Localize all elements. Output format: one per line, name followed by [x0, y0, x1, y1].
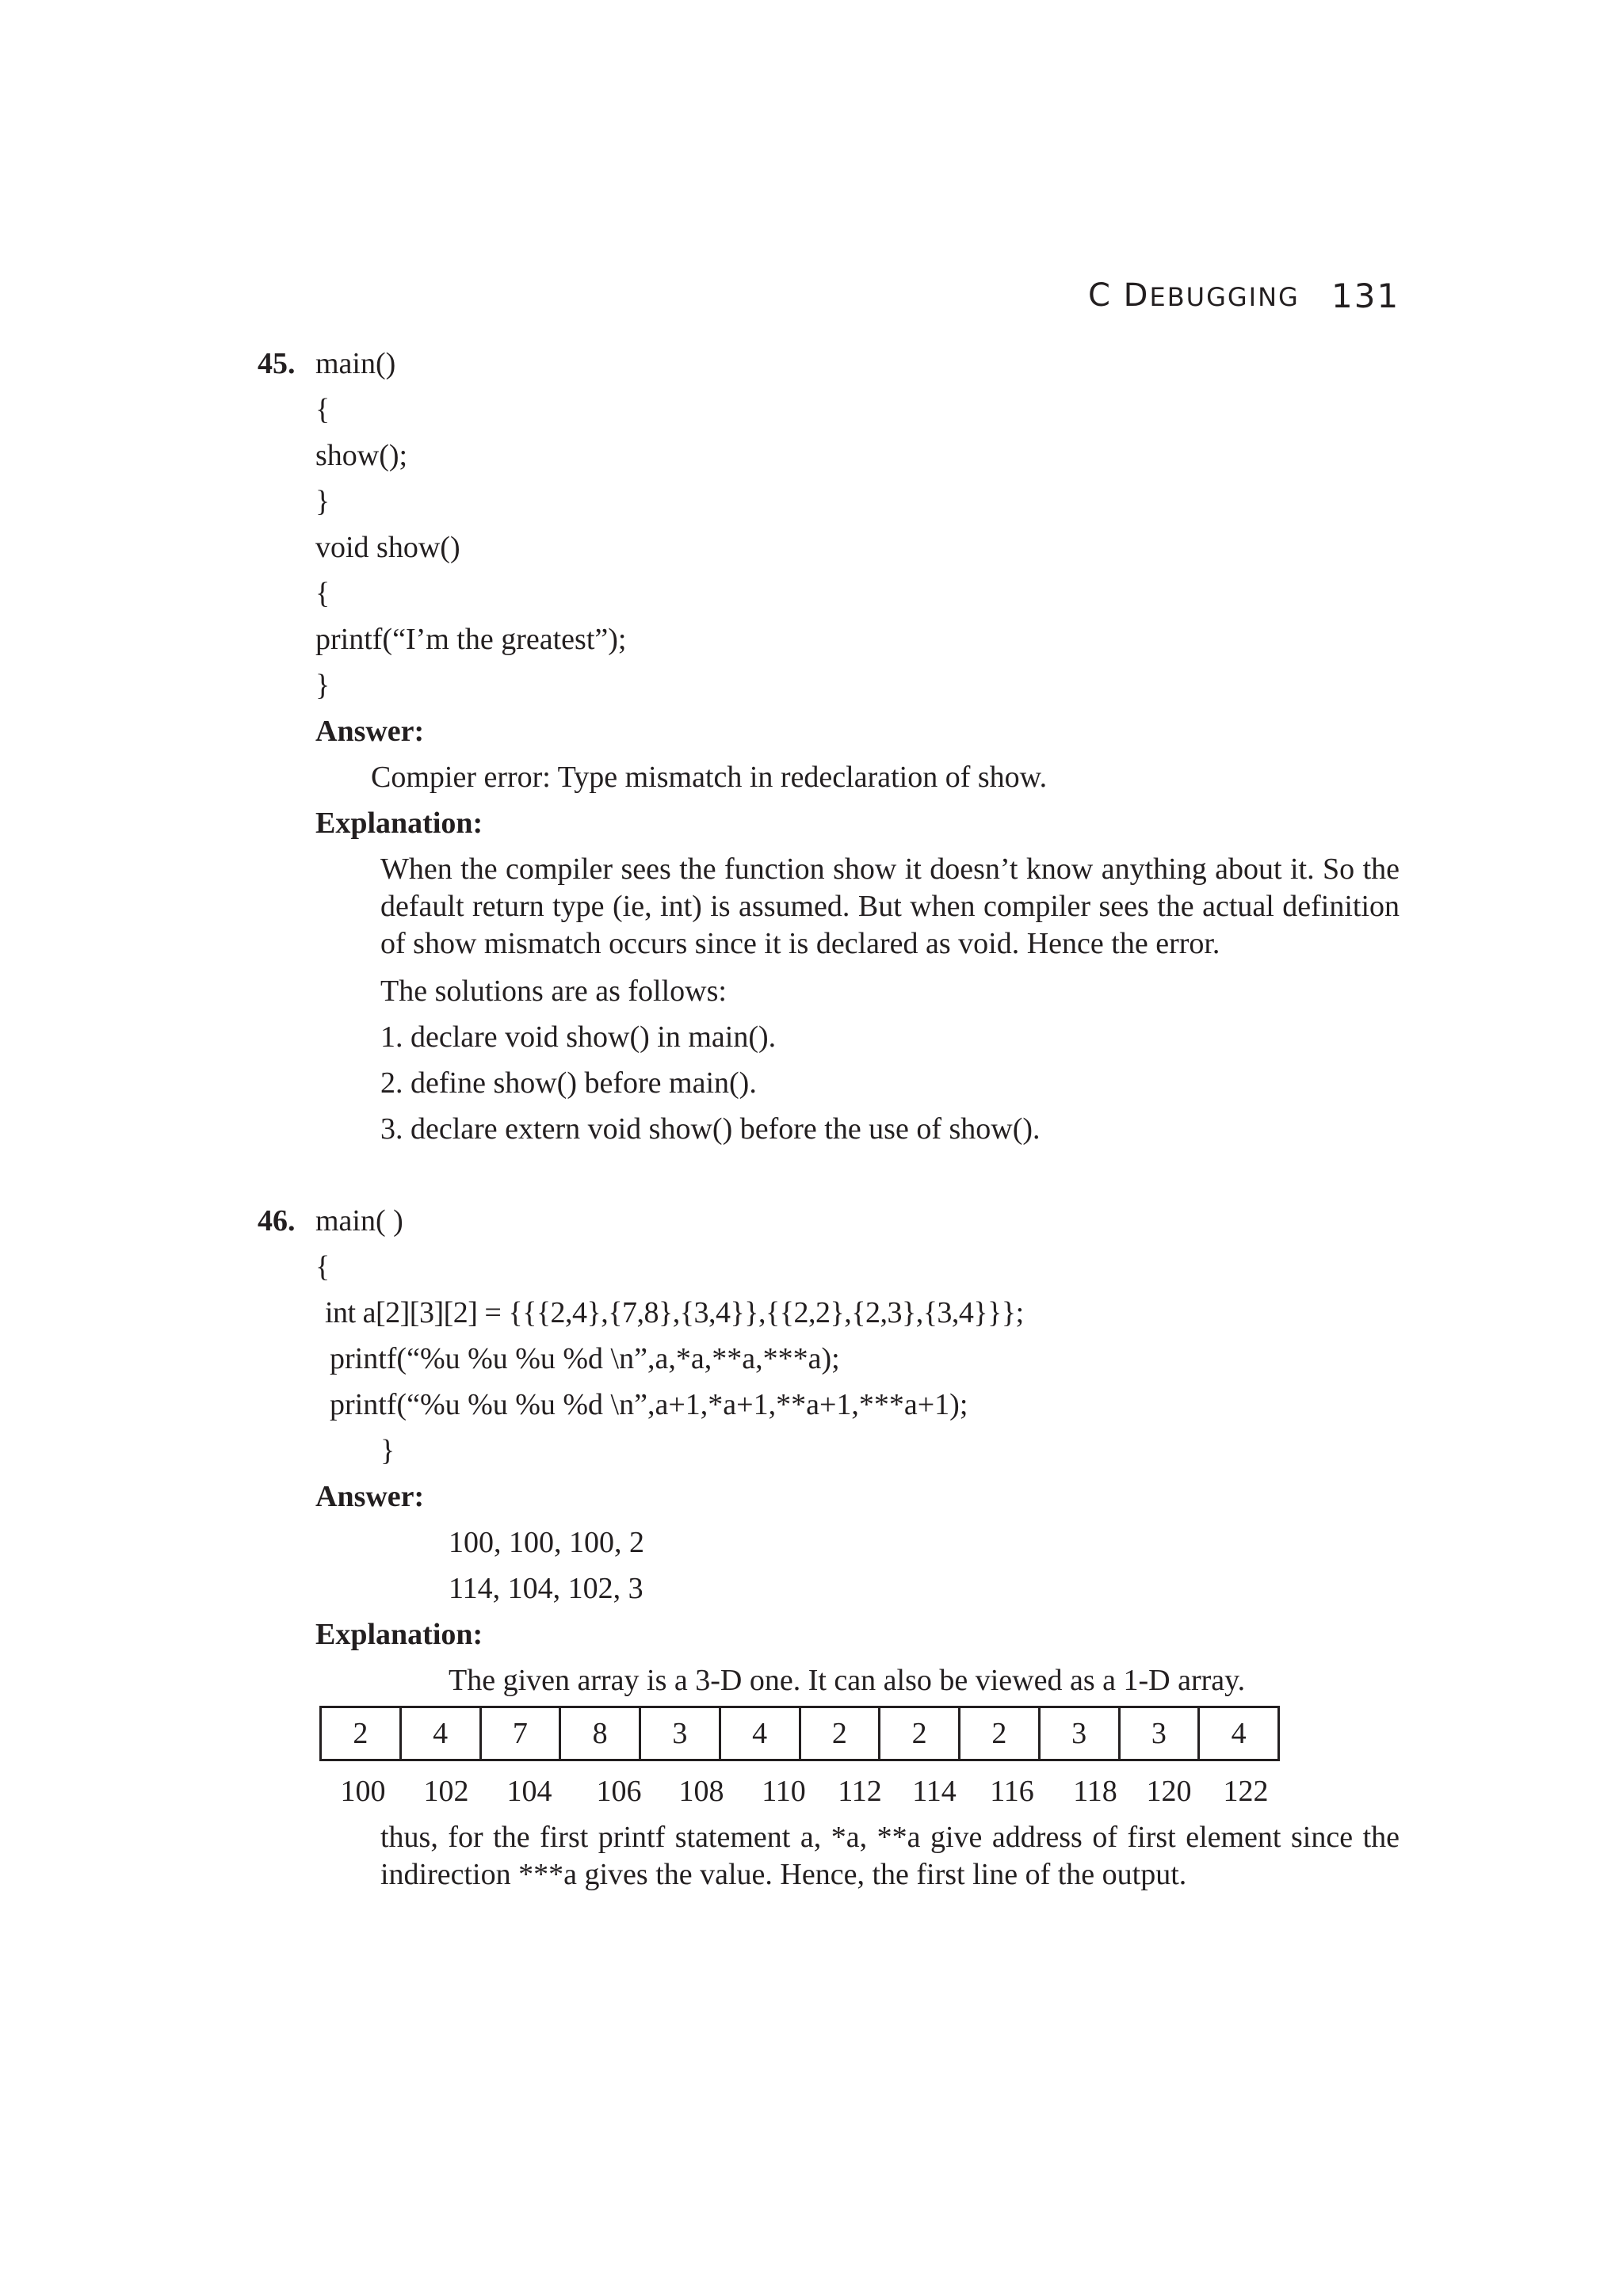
explanation-label: Explanation: — [315, 1618, 483, 1651]
answer-line: 100, 100, 100, 2 — [449, 1526, 644, 1559]
code-line: printf(“%u %u %u %d \n”,a,*a,**a,***a); — [330, 1342, 840, 1375]
solutions-intro: The solutions are as follows: — [380, 974, 727, 1008]
solution-item: 1. declare void show() in main(). — [380, 1020, 777, 1054]
array-cell: 2 — [800, 1707, 880, 1760]
code-line: main() — [315, 347, 396, 380]
code-line: int a[2][3][2] = {{{2,4},{7,8},{3,4}},{{2,2},{2,3},{3,4}}}; — [325, 1296, 1024, 1329]
address-label: 108 — [678, 1775, 724, 1808]
array-cell: 3 — [1119, 1707, 1199, 1760]
array-cell: 4 — [720, 1707, 800, 1760]
address-label: 114 — [912, 1775, 957, 1808]
code-line: printf(“%u %u %u %d \n”,a+1,*a+1,**a+1,***a+1); — [330, 1388, 968, 1421]
header-title-d: D — [1123, 277, 1150, 314]
array-cell: 4 — [1199, 1707, 1279, 1760]
array-cell: 7 — [480, 1707, 560, 1760]
answer-line: 114, 104, 102, 3 — [449, 1572, 643, 1605]
code-line: { — [315, 1250, 330, 1283]
array-cell: 8 — [560, 1707, 640, 1760]
address-label: 100 — [340, 1775, 386, 1808]
running-header-title — [1088, 277, 1300, 314]
array-memory-table — [319, 1706, 1280, 1761]
table-row — [321, 1707, 1279, 1760]
code-line: printf(“I’m the greatest”); — [315, 623, 627, 656]
code-line: { — [315, 577, 330, 610]
code-line: show(); — [315, 439, 408, 472]
solution-item: 2. define show() before main(). — [380, 1066, 757, 1100]
explanation-label: Explanation: — [315, 807, 483, 840]
code-line: } — [380, 1434, 395, 1467]
address-label: 116 — [990, 1775, 1034, 1808]
address-label: 118 — [1073, 1775, 1117, 1808]
address-label: 120 — [1146, 1775, 1192, 1808]
conclusion-paragraph: thus, for the first printf statement a, *a, **a give address of first element since the indirection ***a gives the value. Hence, the first line of the output. — [380, 1821, 1400, 1891]
array-cell: 4 — [400, 1707, 480, 1760]
array-cell: 2 — [321, 1707, 401, 1760]
code-line: } — [315, 669, 330, 702]
address-label: 122 — [1223, 1775, 1269, 1808]
address-label: 104 — [506, 1775, 552, 1808]
array-cell: 3 — [1039, 1707, 1119, 1760]
code-line: { — [315, 393, 330, 426]
array-cell: 2 — [960, 1707, 1040, 1760]
array-cell: 3 — [640, 1707, 720, 1760]
explanation-intro: The given array is a 3-D one. It can also be viewed as a 1-D array. — [449, 1664, 1246, 1697]
code-line: main( ) — [315, 1204, 403, 1238]
answer-label: Answer: — [315, 1480, 425, 1513]
solution-item: 3. declare extern void show() before the use of show(). — [380, 1112, 1041, 1146]
header-title-initial: C — [1088, 277, 1112, 314]
question-46-number: 46. — [258, 1204, 296, 1238]
address-label: 106 — [596, 1775, 642, 1808]
code-line: void show() — [315, 531, 460, 564]
explanation-paragraph: When the compiler sees the function show it doesn’t know anything about it. So the default return type (ie, int) is assumed. But when compiler sees the actual definition of show mismatch occurs since it is declared as void. Hence the error. — [380, 852, 1400, 960]
header-title-rest: EBUGGING — [1149, 282, 1300, 312]
address-label: 102 — [423, 1775, 469, 1808]
page-number: 131 — [1331, 277, 1400, 315]
address-label: 110 — [762, 1775, 806, 1808]
question-45-number: 45. — [258, 347, 296, 380]
code-line: } — [315, 485, 330, 518]
answer-text: Compier error: Type mismatch in redeclaration of show. — [371, 761, 1048, 794]
address-label: 112 — [838, 1775, 882, 1808]
answer-label: Answer: — [315, 715, 425, 748]
array-cell: 2 — [880, 1707, 960, 1760]
